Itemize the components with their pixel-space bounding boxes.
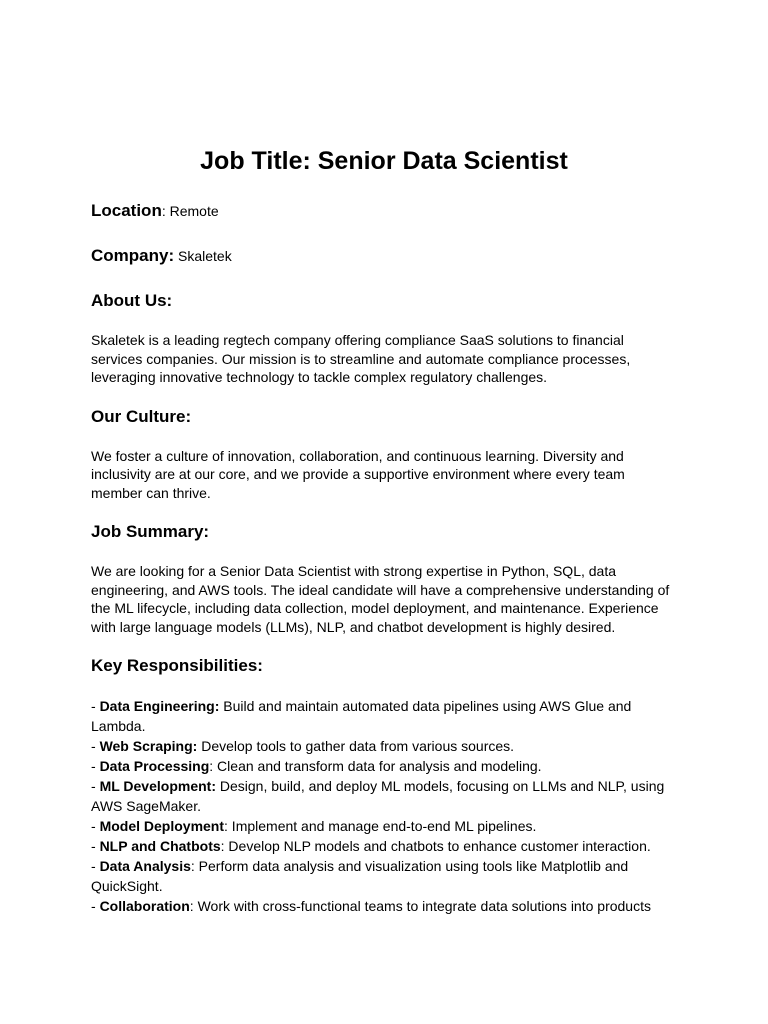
item-prefix: - <box>91 818 100 834</box>
about-heading: About Us: <box>91 291 173 310</box>
item-prefix: - <box>91 758 100 774</box>
location-label: Location <box>91 201 162 220</box>
culture-heading: Our Culture: <box>91 406 192 426</box>
location-value: : Remote <box>161 203 219 219</box>
item-name: Web Scraping: <box>99 738 198 754</box>
item-name: Collaboration <box>99 898 190 914</box>
page-title: Job Title: Senior Data Scientist <box>200 147 568 175</box>
item-text: : Develop NLP models and chatbots to enhance customer interaction. <box>220 838 651 854</box>
list-item <box>91 736 677 756</box>
item-text: Design, build, and deploy ML models, focusing on LLMs and NLP, using AWS SageMaker. <box>91 778 665 814</box>
company-value: Skaletek <box>174 248 232 264</box>
item-text: Develop tools to gather data from various sources. <box>197 738 515 754</box>
summary-text: We are looking for a Senior Data Scientist with strong expertise in Python, SQL, data engineering, and AWS tools. The ideal candidate will have a comprehensive understanding of the ML lifecycle, including data collection, model deployment, and maintenance. Experience with large language models (LLMs), NLP, and chatbot development is highly desired. <box>91 563 670 635</box>
item-text: : Work with cross-functional teams to integrate data solutions into products <box>189 898 651 914</box>
item-name: Data Processing <box>99 758 210 774</box>
list-item <box>91 816 677 836</box>
item-prefix: - <box>91 738 100 754</box>
item-name: ML Development: <box>99 778 216 794</box>
list-item <box>91 756 677 776</box>
about-text: Skaletek is a leading regtech company offering compliance SaaS solutions to financial services companies. Our mission is to streamline and automate compliance processes, leveraging innovative technology to tackle complex regulatory challenges. <box>91 332 631 385</box>
item-prefix: - <box>91 838 100 854</box>
item-text: : Implement and manage end-to-end ML pipelines. <box>224 818 537 834</box>
item-prefix: - <box>91 778 100 794</box>
item-prefix: - <box>91 858 100 874</box>
list-item <box>91 856 677 896</box>
list-item <box>91 776 677 816</box>
item-text: : Clean and transform data for analysis and modeling. <box>209 758 542 774</box>
culture-text: We foster a culture of innovation, collaboration, and continuous learning. Diversity and inclusivity are at our core, and we provide a supportive environment where every team member can thrive. <box>91 447 625 501</box>
list-item <box>91 836 677 856</box>
item-text: Build and maintain automated data pipelines using AWS Glue and Lambda. <box>91 698 632 734</box>
company-line <box>91 244 677 269</box>
responsibilities-list <box>91 696 677 916</box>
item-name: NLP and Chatbots <box>99 838 221 854</box>
summary-heading: Job Summary: <box>91 522 210 541</box>
location-line <box>91 199 677 224</box>
item-text: : Perform data analysis and visualization using tools like Matplotlib and QuickSight. <box>91 858 629 894</box>
item-name: Data Engineering: <box>99 698 220 714</box>
responsibilities-heading: Key Responsibilities: <box>91 656 263 675</box>
company-label: Company: <box>91 246 175 265</box>
item-prefix: - <box>91 698 100 714</box>
item-name: Data Analysis <box>99 858 191 874</box>
list-item <box>91 696 677 736</box>
item-prefix: - <box>91 898 100 914</box>
list-item <box>91 896 677 916</box>
item-name: Model Deployment <box>99 818 225 834</box>
